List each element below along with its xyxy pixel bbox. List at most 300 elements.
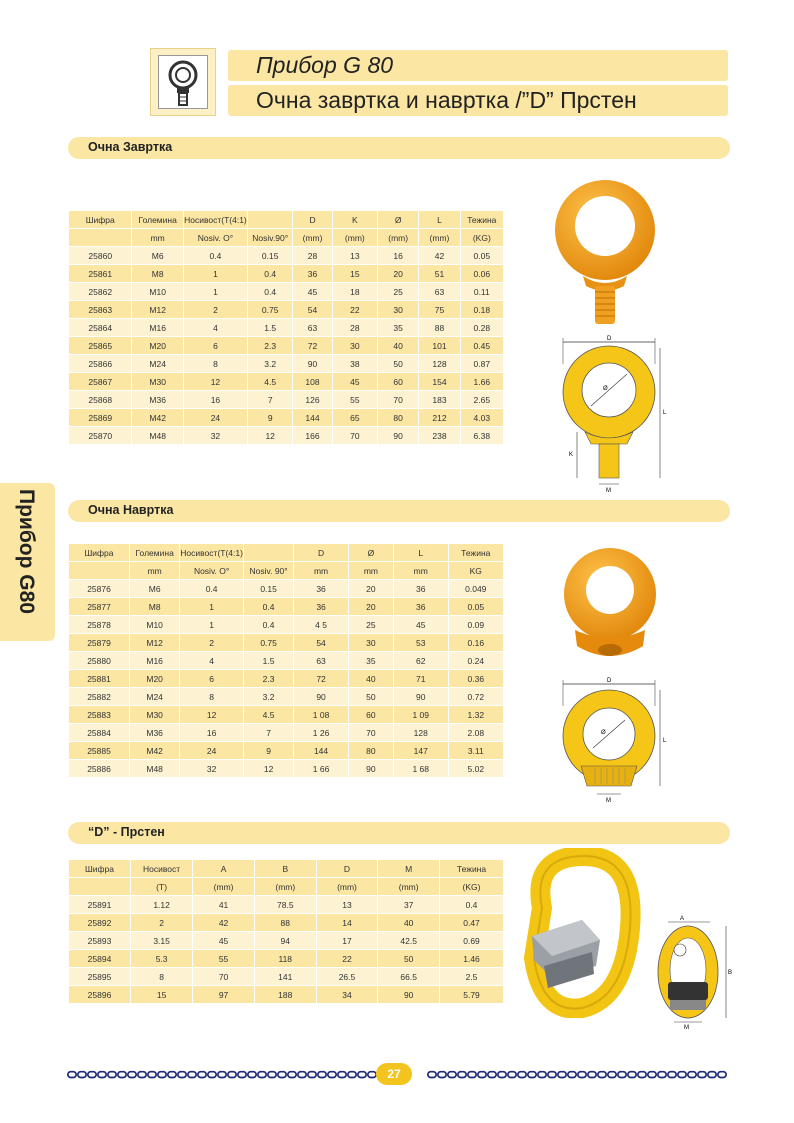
table-cell: 25870 (69, 427, 131, 444)
table-cell: 90 (378, 427, 418, 444)
table-cell: 8 (184, 355, 247, 372)
chain-link (148, 1072, 156, 1078)
table-row (69, 724, 503, 741)
chain-link (118, 1072, 126, 1078)
table-cell: 0.75 (248, 301, 292, 318)
table-cell: 78.5 (255, 896, 316, 913)
table-cell: M24 (132, 355, 182, 372)
table-cell: B (255, 860, 316, 877)
table-cell: 22 (333, 301, 377, 318)
table-row (69, 950, 503, 967)
table-cell: KG (449, 562, 503, 579)
table-unit-row (69, 562, 503, 579)
table-cell: 42 (193, 914, 254, 931)
page-subtitle (228, 85, 728, 116)
table-header-row (69, 860, 503, 877)
table-cell: (mm) (293, 229, 331, 246)
chain-link (218, 1072, 226, 1078)
table-cell: 28 (333, 319, 377, 336)
table-cell: Големина (130, 544, 179, 561)
table-cell: 4.5 (248, 373, 292, 390)
table-row (69, 616, 503, 633)
table-cell: Шифра (69, 860, 130, 877)
table-cell: 51 (419, 265, 459, 282)
table-cell: 1.46 (440, 950, 503, 967)
chain-link (588, 1072, 596, 1078)
table-cell: M30 (130, 706, 179, 723)
table-cell: mm (130, 562, 179, 579)
table-cell (69, 229, 131, 246)
table-cell: 30 (349, 634, 393, 651)
table-cell: 4.5 (244, 706, 293, 723)
product-logo (150, 48, 216, 116)
table-cell: 183 (419, 391, 459, 408)
table-cell: Ø (349, 544, 393, 561)
page-title (228, 50, 728, 81)
table-cell: 45 (333, 373, 377, 390)
chain-link (448, 1072, 456, 1078)
table-cell: 25860 (69, 247, 131, 264)
table-cell: 25861 (69, 265, 131, 282)
table-cell: 34 (317, 986, 378, 1003)
table-cell: 63 (293, 319, 331, 336)
table-cell: 9 (244, 742, 293, 759)
table-cell: 5.3 (131, 950, 192, 967)
table-cell: 12 (180, 706, 243, 723)
table-cell: 6 (184, 337, 247, 354)
table-row (69, 319, 503, 336)
table-cell: 45 (193, 932, 254, 949)
table-cell: 90 (294, 688, 348, 705)
table-cell: 90 (378, 986, 439, 1003)
chain-link (188, 1072, 196, 1078)
table-cell: 5.02 (449, 760, 503, 777)
table-cell: 40 (349, 670, 393, 687)
table-cell: 0.05 (449, 598, 503, 615)
table-cell: (mm) (378, 229, 418, 246)
table-cell: 63 (419, 283, 459, 300)
table-cell: 212 (419, 409, 459, 426)
table-cell: 3.2 (248, 355, 292, 372)
table-header-row (69, 211, 503, 228)
table-cell: 42.5 (378, 932, 439, 949)
chain-link (718, 1072, 726, 1078)
table-cell: 128 (419, 355, 459, 372)
table-cell: 25862 (69, 283, 131, 300)
table-cell: Nosiv.90° (248, 229, 292, 246)
table-cell: (KG) (461, 229, 503, 246)
table-cell: 2.08 (449, 724, 503, 741)
table-cell: 45 (394, 616, 448, 633)
chain-link (458, 1072, 466, 1078)
table-cell: 0.049 (449, 580, 503, 597)
table-cell: 80 (378, 409, 418, 426)
table-cell: 25880 (69, 652, 129, 669)
table-cell: 0.69 (440, 932, 503, 949)
table-cell: 7 (248, 391, 292, 408)
table-cell: 4 (184, 319, 247, 336)
table-cell: 70 (333, 427, 377, 444)
svg-text:D: D (607, 678, 612, 684)
table-cell: 0.4 (180, 580, 243, 597)
table-cell: 188 (255, 986, 316, 1003)
table-cell: 0.45 (461, 337, 503, 354)
table-cell: M48 (130, 760, 179, 777)
svg-text:Ø: Ø (601, 730, 606, 736)
table-cell: mm (349, 562, 393, 579)
table-cell (69, 562, 129, 579)
table-cell: M16 (130, 652, 179, 669)
table-cell (248, 211, 292, 228)
table-cell: D (294, 544, 348, 561)
table-cell: 0.16 (449, 634, 503, 651)
table-cell: 66.5 (378, 968, 439, 985)
side-tab-label: Прибор G80 (15, 489, 38, 614)
chain-link (78, 1072, 86, 1078)
table-cell: 80 (349, 742, 393, 759)
d-ring-diagram (650, 912, 735, 1030)
chain-link (228, 1072, 236, 1078)
table-cell: 36 (394, 598, 448, 615)
table-cell: 63 (294, 652, 348, 669)
table-cell: 0.4 (440, 896, 503, 913)
table-cell: M10 (132, 283, 182, 300)
table-cell: Носивост(T(4:1) (180, 544, 243, 561)
chain-link (638, 1072, 646, 1078)
page-title-text: Прибор G 80 (256, 52, 394, 78)
table-cell: 25881 (69, 670, 129, 687)
chain-link (168, 1072, 176, 1078)
table-cell: 50 (378, 950, 439, 967)
table-cell: 30 (378, 301, 418, 318)
table-cell: Ø (378, 211, 418, 228)
table-cell: 118 (255, 950, 316, 967)
table-cell: M10 (130, 616, 179, 633)
table-cell: 2 (180, 634, 243, 651)
table-cell: 2 (131, 914, 192, 931)
table-cell: 25885 (69, 742, 129, 759)
table-cell: M6 (132, 247, 182, 264)
table-cell: 1 26 (294, 724, 348, 741)
table-cell: 1 (184, 265, 247, 282)
table-cell: 1.12 (131, 896, 192, 913)
table-cell: 141 (255, 968, 316, 985)
table-cell: 9 (248, 409, 292, 426)
table-cell: mm (394, 562, 448, 579)
table-cell: 35 (378, 319, 418, 336)
table-cell: L (394, 544, 448, 561)
table-cell: 25879 (69, 634, 129, 651)
table-cell: M12 (132, 301, 182, 318)
table-cell: 8 (131, 968, 192, 985)
table-cell: 4.03 (461, 409, 503, 426)
table-cell: L (419, 211, 459, 228)
table-cell: 2.5 (440, 968, 503, 985)
table-cell: 55 (193, 950, 254, 967)
svg-text:L: L (663, 410, 667, 416)
d-ring-photo (512, 848, 648, 1018)
table-cell: 0.15 (248, 247, 292, 264)
table-cell: M20 (132, 337, 182, 354)
table-cell: 25 (349, 616, 393, 633)
table-cell: 97 (193, 986, 254, 1003)
table-cell: 0.47 (440, 914, 503, 931)
table-cell: 70 (349, 724, 393, 741)
chain-link (298, 1072, 306, 1078)
table-row (69, 986, 503, 1003)
table-cell: Носивост(T(4:1) (184, 211, 247, 228)
chain-link (268, 1072, 276, 1078)
table-cell: 24 (180, 742, 243, 759)
table-cell: Nosiv. O° (180, 562, 243, 579)
table-cell: 40 (378, 914, 439, 931)
table-cell: 238 (419, 427, 459, 444)
table-row (69, 932, 503, 949)
chain-link (488, 1072, 496, 1078)
table-cell: 71 (394, 670, 448, 687)
table-cell: 15 (333, 265, 377, 282)
table-cell: 62 (394, 652, 448, 669)
table-cell: 90 (349, 760, 393, 777)
table-cell: 72 (293, 337, 331, 354)
table-cell: 25868 (69, 391, 131, 408)
table-cell: 6.38 (461, 427, 503, 444)
eye-bolt-logo-icon (159, 56, 207, 108)
table-cell: M36 (132, 391, 182, 408)
table-cell: 147 (394, 742, 448, 759)
table-cell: Шифра (69, 211, 131, 228)
table-cell: 5.79 (440, 986, 503, 1003)
table-cell: 1 66 (294, 760, 348, 777)
table-cell: 16 (378, 247, 418, 264)
table-cell: 35 (349, 652, 393, 669)
table-cell: 0.09 (449, 616, 503, 633)
table-cell: 36 (294, 580, 348, 597)
table-cell: M36 (130, 724, 179, 741)
table-cell: 88 (419, 319, 459, 336)
chain-link (248, 1072, 256, 1078)
table-cell: 7 (244, 724, 293, 741)
table-cell: (mm) (378, 878, 439, 895)
table-cell: 144 (294, 742, 348, 759)
table-cell: 38 (333, 355, 377, 372)
table-cell: 0.87 (461, 355, 503, 372)
table-cell: 36 (294, 598, 348, 615)
chain-link (538, 1072, 546, 1078)
table-cell: 0.18 (461, 301, 503, 318)
chain-link (508, 1072, 516, 1078)
eye-nut-photo (555, 542, 665, 667)
table-cell: 36 (293, 265, 331, 282)
table-cell: 25867 (69, 373, 131, 390)
table-cell: 25883 (69, 706, 129, 723)
table-cell: 0.28 (461, 319, 503, 336)
eye-bolt-diagram (555, 334, 675, 494)
svg-text:D: D (607, 336, 612, 342)
chain-link (238, 1072, 246, 1078)
table-cell: M8 (130, 598, 179, 615)
section-title: Очна Навртка (88, 503, 174, 517)
chain-link (498, 1072, 506, 1078)
table-cell: (KG) (440, 878, 503, 895)
table-row (69, 301, 503, 318)
table-row (69, 391, 503, 408)
table-cell: 45 (293, 283, 331, 300)
table-row (69, 688, 503, 705)
table-cell: Носивост (131, 860, 192, 877)
table-cell: (mm) (419, 229, 459, 246)
table-cell: 30 (333, 337, 377, 354)
table-cell: 8 (180, 688, 243, 705)
table-cell: 54 (293, 301, 331, 318)
table-cell: (mm) (193, 878, 254, 895)
table-row (69, 283, 503, 300)
table-cell: 25884 (69, 724, 129, 741)
table-cell: 1.32 (449, 706, 503, 723)
table-cell: 0.15 (244, 580, 293, 597)
chain-link (318, 1072, 326, 1078)
svg-text:B: B (728, 970, 733, 976)
side-tab (0, 483, 55, 641)
table-cell: 15 (131, 986, 192, 1003)
table-cell: 14 (317, 914, 378, 931)
table-cell: 154 (419, 373, 459, 390)
table-cell: 0.05 (461, 247, 503, 264)
table-cell: 25886 (69, 760, 129, 777)
chain-link (598, 1072, 606, 1078)
chain-link (708, 1072, 716, 1078)
table-cell: 101 (419, 337, 459, 354)
table-header-row (69, 544, 503, 561)
table-cell: Големина (132, 211, 182, 228)
table-cell: 0.4 (248, 265, 292, 282)
table-cell: 2.3 (244, 670, 293, 687)
table-cell: (mm) (317, 878, 378, 895)
svg-text:Ø: Ø (603, 386, 608, 392)
chain-link (258, 1072, 266, 1078)
chain-link (518, 1072, 526, 1078)
section-title: “D” - Прстен (88, 825, 165, 839)
chain-link (128, 1072, 136, 1078)
table-cell: 60 (349, 706, 393, 723)
table-cell: D (317, 860, 378, 877)
table-unit-row (69, 229, 503, 246)
table-cell: 25877 (69, 598, 129, 615)
chain-link (208, 1072, 216, 1078)
chain-link (658, 1072, 666, 1078)
table-cell: 32 (184, 427, 247, 444)
table-cell: 32 (180, 760, 243, 777)
table-row (69, 760, 503, 777)
svg-text:A: A (680, 916, 685, 922)
table-row (69, 355, 503, 372)
table-row (69, 634, 503, 651)
chain-link (88, 1072, 96, 1078)
table-cell: 25896 (69, 986, 130, 1003)
eye-nut-table (68, 543, 504, 778)
table-cell: Nosiv. O° (184, 229, 247, 246)
table-row (69, 706, 503, 723)
chain-link (288, 1072, 296, 1078)
table-cell: 0.4 (244, 598, 293, 615)
table-row (69, 427, 503, 444)
table-cell: 0.24 (449, 652, 503, 669)
table-cell: M42 (130, 742, 179, 759)
table-cell: 72 (294, 670, 348, 687)
table-cell: 37 (378, 896, 439, 913)
chain-link (198, 1072, 206, 1078)
table-cell: 2 (184, 301, 247, 318)
table-cell: 6 (180, 670, 243, 687)
section-d-ring-header (68, 822, 730, 844)
table-row (69, 652, 503, 669)
chain-link (358, 1072, 366, 1078)
chain-link (308, 1072, 316, 1078)
table-cell: 24 (184, 409, 247, 426)
svg-text:M: M (606, 798, 611, 804)
table-cell: 2.3 (248, 337, 292, 354)
table-cell: 128 (394, 724, 448, 741)
chain-link (698, 1072, 706, 1078)
table-cell: 1.5 (248, 319, 292, 336)
table-cell (244, 544, 293, 561)
table-cell: 25893 (69, 932, 130, 949)
table-cell: 16 (184, 391, 247, 408)
table-row (69, 409, 503, 426)
table-cell: 0.36 (449, 670, 503, 687)
chain-link (428, 1072, 436, 1078)
table-cell: 22 (317, 950, 378, 967)
table-cell: 65 (333, 409, 377, 426)
table-cell: 54 (294, 634, 348, 651)
table-cell: 12 (248, 427, 292, 444)
svg-text:L: L (663, 738, 667, 744)
chain-link (348, 1072, 356, 1078)
table-cell: M6 (130, 580, 179, 597)
table-cell: 1 (180, 616, 243, 633)
table-row (69, 598, 503, 615)
table-cell: 53 (394, 634, 448, 651)
chain-link (138, 1072, 146, 1078)
table-cell: 0.75 (244, 634, 293, 651)
chain-link (98, 1072, 106, 1078)
table-cell: mm (294, 562, 348, 579)
table-cell: 26.5 (317, 968, 378, 985)
table-row (69, 742, 503, 759)
chain-link (108, 1072, 116, 1078)
chain-link (688, 1072, 696, 1078)
chain-link (618, 1072, 626, 1078)
eye-bolt-photo (548, 168, 668, 328)
table-row (69, 968, 503, 985)
chain-link (608, 1072, 616, 1078)
table-cell: 1 68 (394, 760, 448, 777)
chain-link (548, 1072, 556, 1078)
table-cell: 17 (317, 932, 378, 949)
table-cell: 25882 (69, 688, 129, 705)
table-cell: 0.72 (449, 688, 503, 705)
table-row (69, 580, 503, 597)
page-number (376, 1063, 412, 1085)
chain-link (68, 1072, 76, 1078)
chain-link (278, 1072, 286, 1078)
eye-nut-diagram (555, 676, 675, 808)
chain-link (558, 1072, 566, 1078)
chain-link (468, 1072, 476, 1078)
table-cell: 3.2 (244, 688, 293, 705)
table-cell: 90 (394, 688, 448, 705)
table-cell: 60 (378, 373, 418, 390)
